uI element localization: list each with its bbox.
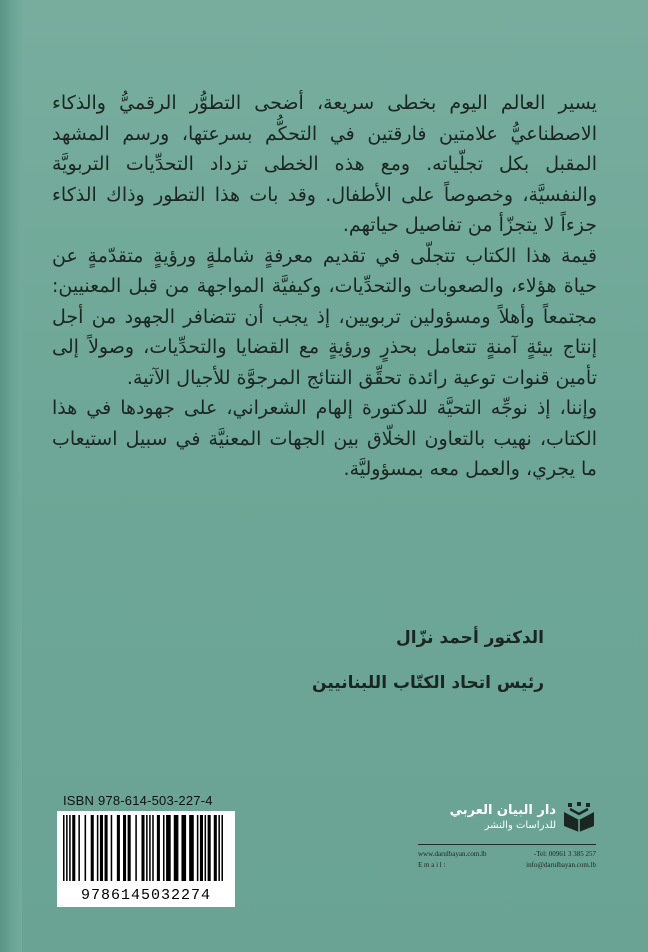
barcode-bar [149, 815, 151, 881]
barcode-bar [218, 815, 220, 881]
publisher-subtitle: للدراسات والنشر [484, 820, 556, 831]
blurb-paragraph-1: يسير العالم اليوم بخطى سريعة، أضحى التطوُّر الرقميُّ والذكاء الاصطناعيُّ علامتين فارقتين في التحكُّم بسرعتها، ورسم المشهد المقبل بكل تجلّياته. ومع هذه الخطى تزداد التحدِّيات التربويَّة والنفسيَّة، وخصوصاً على الأطفال. وقد بات هذا التطور وذاك الذكاء جزءاً لا يتجزّأ من تفاصيل حياتهم. [52, 92, 597, 236]
blurb-paragraph-3: وإننا، إذ نوجِّه التحيَّة للدكتورة إلهام الشعراني، على جهودها في هذا الكتاب، نهيب بالتعاون الخلّاق بين الجهات المعنيَّة في سبيل استيعاب ما يجري، والعمل معه بمسؤوليَّة. [52, 397, 597, 480]
author-title: رئيس اتحاد الكتّاب اللبنانيين [312, 673, 544, 693]
barcode-bar [163, 815, 165, 881]
barcode-bar [128, 815, 131, 881]
barcode-bar [63, 815, 65, 881]
publisher-name: دار البيان العربي [449, 803, 556, 818]
barcode-bar [91, 815, 94, 881]
barcode-bar [189, 815, 194, 881]
barcode-bar [135, 815, 137, 881]
barcode-bar [152, 815, 154, 881]
barcode-bar [69, 815, 71, 881]
blurb [52, 88, 597, 485]
barcode-bar [205, 815, 207, 881]
barcode-bar [197, 815, 199, 881]
signature-block [88, 628, 588, 693]
barcode-bar [117, 815, 120, 881]
publisher-email: info@darulbayan.com.lb [526, 861, 596, 869]
book-logo-icon [562, 800, 596, 834]
author-name: الدكتور أحمد نزّال [396, 628, 544, 648]
publisher-phone: -Tel: 00961 3 385 257 [533, 850, 596, 858]
barcode-bars [60, 815, 226, 883]
barcode-box [57, 793, 235, 907]
blurb-paragraph-2: قيمة هذا الكتاب تتجلّى في تقديم معرفةٍ شاملةٍ ورؤيةٍ متقدّمةٍ عن حياة هؤلاء، والصعوبات والتحدِّيات، وكيفيَّة المواجهة من قبل المعنيين: مجتمعاً وأهلاً ومسؤولين تربويين، إذ يجب أن تتضافر الجهود من أجل إنتاج بيئةٍ آمنةٍ تتعامل بحذرٍ ورؤيةٍ مع القضايا والتحدِّيات، وصولاً إلى تأمين قنوات توعية رائدة تحقِّق النتائج المرجوَّة للأجيال الآتية. [52, 244, 597, 389]
barcode-bar [123, 815, 126, 881]
barcode [57, 811, 235, 887]
barcode-bar [181, 815, 186, 881]
spine-edge [0, 0, 22, 952]
barcode-bar [166, 815, 171, 881]
barcode-bar [208, 815, 211, 881]
isbn-number: 9786145032274 [57, 887, 235, 907]
barcode-bar [174, 815, 179, 881]
barcode-bar [141, 815, 144, 881]
barcode-bar [200, 815, 203, 881]
isbn-label: ISBN 978-614-503-227-4 [63, 793, 213, 808]
publisher-divider [418, 844, 596, 845]
barcode-bar [100, 815, 103, 881]
barcode-bar [157, 815, 160, 881]
barcode-bar [214, 815, 217, 881]
barcode-bar [105, 815, 108, 881]
barcode-bar [78, 815, 80, 881]
barcode-bar [85, 815, 87, 881]
barcode-bar [111, 815, 113, 881]
barcode-bar [97, 815, 99, 881]
publisher-website: www.darulbayan.com.lb [418, 850, 487, 858]
publisher-block [418, 800, 596, 871]
barcode-bar [66, 815, 68, 881]
barcode-bar [146, 815, 148, 881]
barcode-bar [72, 815, 75, 881]
barcode-bar [221, 815, 223, 881]
publisher-email-label: E m a i l : [418, 861, 446, 869]
